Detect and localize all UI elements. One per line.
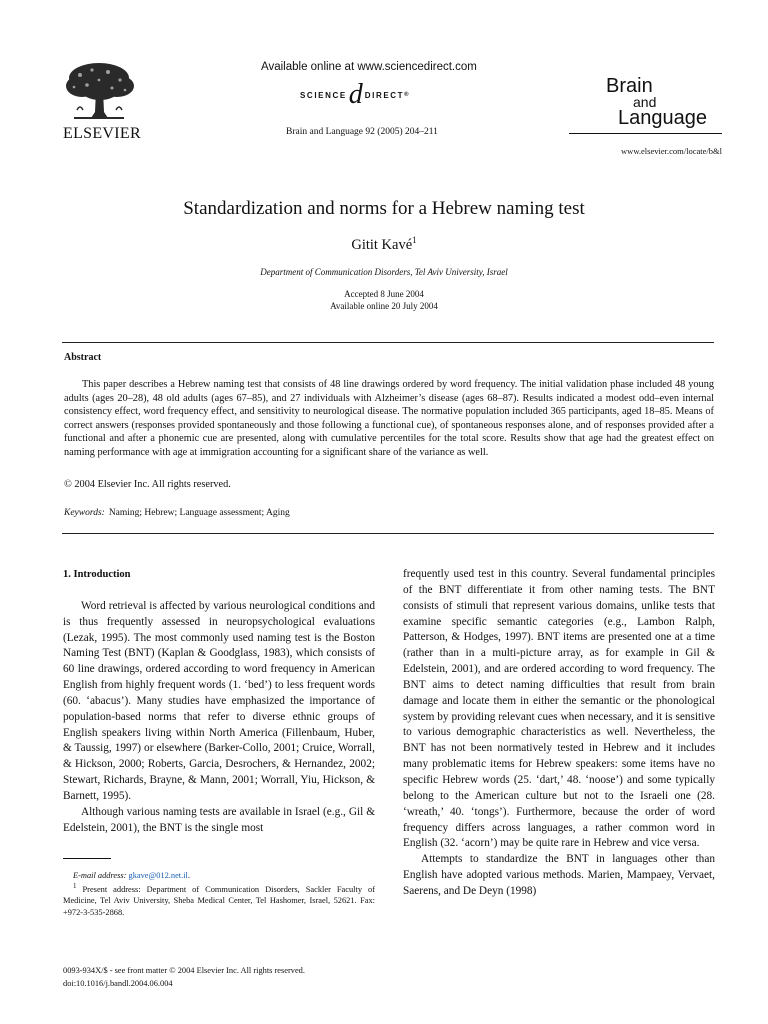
author-line [0,235,768,254]
registered-mark: ® [404,92,411,98]
abstract-bottom-rule [62,533,714,534]
sciencedirect-logo [300,81,442,109]
section-heading: 1. Introduction [63,569,131,580]
present-address-text: Present address: Department of Communication Disorders, Sackler Faculty of Medicine, Tel Aviv University, Sheba Medical Center, Tel Hashomer, Israel, 52621. Fax: +972-3-535-2868. [63,885,375,917]
online-date: Available online 20 July 2004 [330,301,438,311]
footnote-rule [63,858,111,859]
page-bottom-info [63,964,305,990]
affiliation: Department of Communication Disorders, Tel Aviv University, Israel [260,267,508,277]
publisher-name: ELSEVIER [63,125,141,142]
abstract-top-rule [62,342,714,343]
keywords [64,508,290,518]
keywords-list: Naming; Hebrew; Language assessment; Aging [108,508,290,518]
footnote-number: 1 [73,882,77,891]
journal-title-line3: Language [618,107,707,129]
left-paragraph-1: Word retrieval is affected by various neurological conditions and is thus frequently assessed in neuropsychological evaluations (Lezak, 1995). The most commonly used naming test is the Boston Naming Test (BNT) (Kaplan & Goodglass, 1983), which consists of 60 line drawings, ordered according to word frequency in American English from highly frequent words (1. ‘bed’) to less frequent words (60. ‘abacus’). Many studies have emphasized the importance of population-based norms that refer to diverse ethnic groups of English speakers living within North America (Fillenbaum, Huber, & Taussig, 1997) or elsewhere (Barker-Collo, 2001; Cruice, Worrall, & Hickson, 2000; Roberts, Garcia, Desrochers, & Hernandez, 2002; Stewart, Richards, Brayne, & Mann, 2001; Worrall, Yiu, Hickson, & Barnett, 1995). [63,599,375,802]
email-link[interactable]: gkave@012.net.il [128,871,188,880]
available-online-text: Available online at www.sciencedirect.com [261,61,477,73]
email-label: E-mail address: [73,871,127,880]
masthead-rule [569,133,722,134]
accepted-date: Accepted 8 June 2004 [344,289,424,299]
front-matter: 0093-934X/$ - see front matter © 2004 Elsevier Inc. All rights reserved. [63,966,305,975]
abstract-heading: Abstract [64,352,102,363]
sciencedirect-right: DIRECT [364,90,405,100]
article-dates [0,288,768,312]
abstract-body: This paper describes a Hebrew naming test that consists of 48 line drawings ordered by word frequency. The initial validation phase included 48 young adults (ages 20–28), 48 old adults (ages 67–85), and 27 individuals with Alzheimer’s disease (ages 68–87). Results indicated a modest odd–even internal consistency effect, word frequency effect, and sensitivity to neurological disease. The normative population included 365 participants, aged 18–85. Means of correct answers (responses provided spontaneously and those following a functional cue), of spontaneous responses alone, and of responses provided after a functional and after a phonemic cue are presented, along with cumulative percentiles for the total score. Results show that age had the greatest effect on naming performance with age at immigration accounting for a significant share of the variance as well. [64,379,714,458]
journal-title-line1: Brain [606,75,653,97]
present-address-footnote [63,881,375,918]
journal-citation: Brain and Language 92 (2005) 204–211 [286,127,438,137]
right-paragraph-2: Attempts to standardize the BNT in languages other than English have adopted various methods. Marien, Mampaey, Vervaet, Saerens, and De Deyn (1998) [403,853,715,897]
journal-url[interactable]: www.elsevier.com/locate/b&l [621,146,722,156]
right-column [403,567,715,900]
right-paragraph-1: frequently used test in this country. Several fundamental principles of the BNT differentiate it from other naming tests. The BNT consists of stimuli that represent various domains, unlike tests that examine specific semantic categories (e.g., Lambon Ralph, Patterson, & Hodges, 1997). BNT items are presented one at a time (rather than in a multi-picture array, as for example in Gil & Edelstein, 2001), and are ordered according to word frequency. The BNT aims to detect naming difficulties that result from brain damage and locate them in either the semantic or the phonological system by providing relevant cues when necessary, and it is sensitive to various demographic characteristics as well. Nevertheless, the BNT has not been normatively tested in Hebrew and it includes many problematic items for Hebrew speakers: some items have no specific Hebrew words (25. ‘dart,’ 48. ‘noose’) and some typically belong to the American culture but not to the Israeli one (28. ‘wreath,’ 40. ‘tongs’). Furthermore, because the order of word frequency differs across languages, a rather common word in English (32. ‘acorn’) may be quite rare in Hebrew and vice versa. [403,568,715,850]
footnotes [63,870,375,918]
journal-title-logo [603,74,718,134]
left-column [63,567,375,837]
author-footnote-mark[interactable]: 1 [412,235,417,245]
sciencedirect-left: SCIENCE [300,90,347,100]
elsevier-tree-logo [62,60,136,124]
email-footnote: E-mail address: gkave@012.net.il. [73,871,190,880]
author-name: Gitit Kavé [351,237,413,253]
journal-title-line2: and [633,94,657,110]
doi[interactable]: doi:10.1016/j.bandl.2004.06.004 [63,979,173,988]
left-paragraph-2: Although various naming tests are available in Israel (e.g., Gil & Edelstein, 2001), the BNT is the single most [63,805,375,834]
sciencedirect-at-sign: d [348,79,363,110]
keywords-label: Keywords: [64,508,105,518]
abstract-copyright: © 2004 Elsevier Inc. All rights reserved. [64,479,231,490]
article-title: Standardization and norms for a Hebrew naming test [183,198,585,219]
